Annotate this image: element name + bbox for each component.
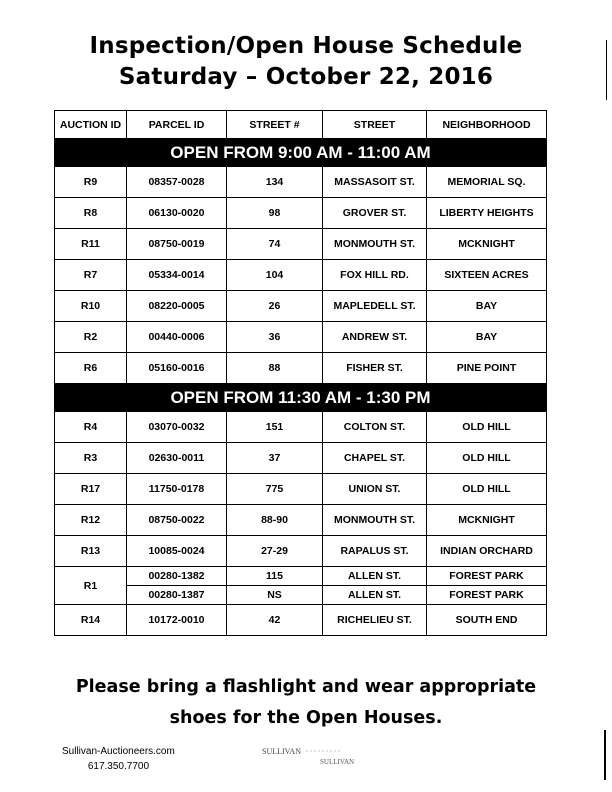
session-label: OPEN FROM 9:00 AM - 11:00 AM	[55, 139, 547, 167]
cell-neighborhood: OLD HILL	[427, 443, 547, 474]
cell-street: RAPALUS ST.	[323, 536, 427, 567]
cell-street: COLTON ST.	[323, 412, 427, 443]
col-neighborhood: NEIGHBORHOOD	[427, 111, 547, 139]
table-row	[55, 322, 547, 353]
table-row	[55, 412, 547, 443]
cell-auction-id: R9	[55, 167, 127, 198]
cell-street: CHAPEL ST.	[323, 443, 427, 474]
cell-parcel-id: 00280-1387	[127, 586, 227, 605]
cell-neighborhood: SIXTEEN ACRES	[427, 260, 547, 291]
table-row	[55, 260, 547, 291]
cell-parcel-id: 00440-0006	[127, 322, 227, 353]
col-auction-id: AUCTION ID	[55, 111, 127, 139]
cell-street: FOX HILL RD.	[323, 260, 427, 291]
scan-edge-mark	[604, 730, 606, 780]
cell-neighborhood: MEMORIAL SQ.	[427, 167, 547, 198]
cell-street: RICHELIEU ST.	[323, 605, 427, 636]
cell-street-no: 26	[227, 291, 323, 322]
table-row	[55, 167, 547, 198]
cell-neighborhood: OLD HILL	[427, 412, 547, 443]
cell-neighborhood: BAY	[427, 322, 547, 353]
cell-auction-id: R10	[55, 291, 127, 322]
cell-neighborhood: FOREST PARK	[427, 586, 547, 605]
cell-auction-id: R13	[55, 536, 127, 567]
cell-neighborhood: INDIAN ORCHARD	[427, 536, 547, 567]
cell-neighborhood: SOUTH END	[427, 605, 547, 636]
logo-text-top: SULLIVAN	[262, 747, 301, 756]
session-header-midday	[55, 384, 547, 412]
cell-street: ANDREW ST.	[323, 322, 427, 353]
session-label: OPEN FROM 11:30 AM - 1:30 PM	[55, 384, 547, 412]
cell-parcel-id: 08750-0022	[127, 505, 227, 536]
cell-street-no: 42	[227, 605, 323, 636]
closing-note-line1: Please bring a flashlight and wear appropriate	[75, 677, 537, 697]
cell-street-no: 115	[227, 567, 323, 586]
cell-street-no: 134	[227, 167, 323, 198]
cell-street-no: 37	[227, 443, 323, 474]
table-row	[55, 353, 547, 384]
cell-neighborhood: LIBERTY HEIGHTS	[427, 198, 547, 229]
table-row	[55, 291, 547, 322]
cell-street-no: 74	[227, 229, 323, 260]
cell-street-no: 98	[227, 198, 323, 229]
cell-auction-id: R7	[55, 260, 127, 291]
cell-street-no: 27-29	[227, 536, 323, 567]
table-row	[55, 536, 547, 567]
cell-parcel-id: 08750-0019	[127, 229, 227, 260]
schedule-table	[54, 110, 547, 636]
table-row	[55, 474, 547, 505]
cell-auction-id: R3	[55, 443, 127, 474]
cell-street-no: 88-90	[227, 505, 323, 536]
sullivan-logo	[262, 744, 382, 768]
cell-parcel-id: 10085-0024	[127, 536, 227, 567]
cell-parcel-id: 03070-0032	[127, 412, 227, 443]
table-row	[55, 567, 547, 586]
cell-auction-id: R6	[55, 353, 127, 384]
cell-auction-id: R17	[55, 474, 127, 505]
cell-parcel-id: 02630-0011	[127, 443, 227, 474]
cell-street: MONMOUTH ST.	[323, 229, 427, 260]
cell-neighborhood: BAY	[427, 291, 547, 322]
cell-street: MASSASOIT ST.	[323, 167, 427, 198]
cell-street: MAPLEDELL ST.	[323, 291, 427, 322]
cell-street-no: 104	[227, 260, 323, 291]
cell-parcel-id: 08357-0028	[127, 167, 227, 198]
session-header-morning	[55, 139, 547, 167]
cell-parcel-id: 05160-0016	[127, 353, 227, 384]
cell-street: ALLEN ST.	[323, 567, 427, 586]
document-date: Saturday – October 22, 2016	[118, 64, 494, 90]
cell-parcel-id: 06130-0020	[127, 198, 227, 229]
table-row	[55, 443, 547, 474]
table-row	[55, 198, 547, 229]
col-street-no: STREET #	[227, 111, 323, 139]
scan-edge-mark	[606, 40, 607, 100]
cell-street-no: 88	[227, 353, 323, 384]
footer-contact	[62, 744, 175, 774]
cell-parcel-id: 08220-0005	[127, 291, 227, 322]
logo-text-bottom: SULLIVAN	[320, 758, 355, 766]
table-row	[55, 505, 547, 536]
table-row	[55, 605, 547, 636]
cell-auction-id: R4	[55, 412, 127, 443]
cell-auction-id: R2	[55, 322, 127, 353]
cell-parcel-id: 10172-0010	[127, 605, 227, 636]
cell-parcel-id: 05334-0014	[127, 260, 227, 291]
footer-website: Sullivan-Auctioneers.com	[62, 746, 175, 757]
cell-neighborhood: MCKNIGHT	[427, 229, 547, 260]
table-row	[55, 229, 547, 260]
cell-street-no: NS	[227, 586, 323, 605]
table-row	[55, 586, 547, 605]
cell-auction-id: R11	[55, 229, 127, 260]
document-title: Inspection/Open House Schedule	[89, 33, 523, 59]
cell-street: ALLEN ST.	[323, 586, 427, 605]
cell-auction-id: R14	[55, 605, 127, 636]
cell-street-no: 151	[227, 412, 323, 443]
col-parcel-id: PARCEL ID	[127, 111, 227, 139]
cell-parcel-id: 00280-1382	[127, 567, 227, 586]
cell-auction-id: R8	[55, 198, 127, 229]
table-header-row	[55, 111, 547, 139]
cell-neighborhood: OLD HILL	[427, 474, 547, 505]
cell-street: FISHER ST.	[323, 353, 427, 384]
cell-parcel-id: 11750-0178	[127, 474, 227, 505]
cell-street: GROVER ST.	[323, 198, 427, 229]
cell-auction-id: R1	[55, 567, 127, 605]
cell-neighborhood: PINE POINT	[427, 353, 547, 384]
cell-street-no: 36	[227, 322, 323, 353]
closing-note-line2: shoes for the Open Houses.	[169, 708, 443, 728]
cell-street: MONMOUTH ST.	[323, 505, 427, 536]
cell-auction-id: R12	[55, 505, 127, 536]
footer-phone: 617.350.7700	[87, 761, 149, 772]
cell-neighborhood: FOREST PARK	[427, 567, 547, 586]
cell-street: UNION ST.	[323, 474, 427, 505]
cell-street-no: 775	[227, 474, 323, 505]
col-street: STREET	[323, 111, 427, 139]
cell-neighborhood: MCKNIGHT	[427, 505, 547, 536]
